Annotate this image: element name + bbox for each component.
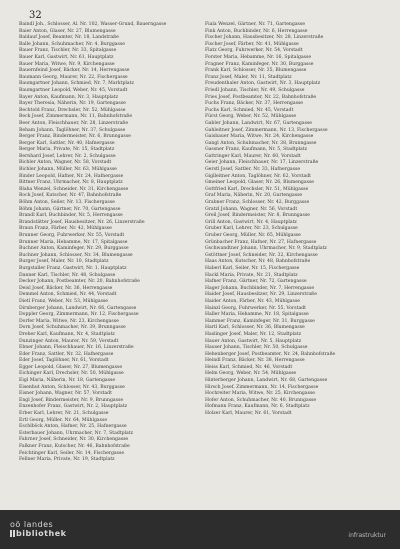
directory-entry: Hackl Maria, Private, Nr. 21, Stadtplatz: [205, 272, 298, 278]
directory-entry: Grabner Franz, Schlosser, Nr. 42, Burggasse: [205, 200, 310, 206]
directory-entry: Haas Anton, Kutscher, Nr. 48, Bahnhofstraße: [205, 259, 311, 265]
directory-entry: Esterbauer Johann, Uhrmacher, Nr. 7, Stadtplatz: [19, 430, 134, 436]
directory-entry: Gahleitner Josef, Zimmermann, Nr. 13, Fischergasse: [205, 127, 328, 133]
directory-entry: Hofer Anton, Schuhmacher, Nr. 40, Brunngasse: [205, 397, 317, 403]
directory-entry: Hager Johann, Buchbinder, Nr. 7, Herrengasse: [205, 285, 315, 291]
directory-entry: Franz Josef, Maler, Nr. 11, Stadtplatz: [205, 74, 292, 80]
directory-entry: Erber Karl, Lehrer, Nr. 21, Schulgasse: [19, 411, 109, 417]
directory-entry: Deisl Josef, Bäcker, Nr. 36, Herrengasse: [19, 285, 113, 291]
directory-entry: Hinterberger Johann, Landwirt, Nr. 68, Gartengasse: [205, 378, 328, 384]
directory-entry: Dreher Karl, Kaufmann, Nr. 4, Stadtplatz: [19, 331, 115, 337]
directory-entry: Baindl Joh., Schlosser, Al. Nr. 102, Wasser-Grund, Bauerngasse: [19, 22, 167, 27]
directory-entry: Böhm Johann, Gärtner, Nr. 70, Gartengasse: [19, 206, 121, 212]
directory-entry: Dirnberger Johann, Landwirt, Nr. 66, Gartengasse: [19, 305, 137, 311]
directory-entry: Hauer Anton, Gastwirt, Nr. 5, Hauptplatz: [205, 338, 302, 344]
directory-entry: Bauer Maria, Witwe, Nr. 9, Kirchengasse: [19, 61, 115, 67]
directory-entry: Gaisbauer Maria, Witwe, Nr. 24, Kirchengasse: [205, 134, 314, 140]
directory-entry: Brunner Georg, Fuhrwerker, Nr. 55, Vorstadt: [19, 233, 125, 238]
directory-entry: Dorn Josef, Schuhmacher, Nr. 39, Brunngasse: [19, 325, 126, 331]
directory-entry: Holzer Karl, Maurer, Nr. 61, Vorstadt: [205, 411, 292, 417]
directory-entry: Brunner Maria, Hebamme, Nr. 17, Spitalgasse: [19, 239, 128, 245]
directory-entry: Geier Johann, Fleischhauer, Nr. 17, Linzerstraße: [205, 160, 319, 166]
directory-entry: Beham Johann, Taglöhner, Nr. 37, Schulgasse: [19, 127, 126, 133]
directory-entry: Heiss Karl, Schmied, Nr. 46, Vorstadt: [205, 364, 293, 370]
directory-entry: Dorfer Maria, Witwe, Nr. 23, Kirchengasse: [19, 318, 119, 324]
directory-entry: Friedl Johann, Tischler, Nr. 49, Schulgasse: [205, 87, 305, 93]
directory-entry: Beer Anton, Fleischhauer, Nr. 28, Linzerstraße: [19, 120, 129, 126]
directory-entry: Buchner Anton, Kaminfeger, Nr. 29, Burggasse: [19, 246, 129, 252]
library-logo: [10, 520, 66, 538]
directory-entry: Haider Anton, Färber, Nr. 43, Mühlgasse: [205, 298, 300, 304]
directory-entry: Eisner Johann, Wagner, Nr. 57, Vorstadt: [19, 391, 112, 397]
directory-entry: Eschlböck Anton, Hafner, Nr. 25, Hafnergasse: [19, 424, 127, 430]
directory-entry: Falkner Franz, Kutscher, Nr. 46, Bahnhofstraße: [19, 444, 130, 449]
directory-entry: Baumgartner Johann, Schmied, Nr. 7, Marktplatz: [19, 81, 134, 87]
directory-entry: Gstöttner Josef, Schneider, Nr. 32, Kirchengasse: [205, 252, 318, 258]
directory-entry: Eisenhut Anton, Schlosser, Nr. 43, Burggasse: [19, 384, 125, 390]
directory-entry: Burgstaller Franz, Gastwirt, Nr. 1, Hauptplatz: [19, 265, 127, 271]
directory-entry: Bayer Anton, Kaufmann, Nr. 3, Hauptplatz: [19, 94, 118, 100]
directory-entry: Eder Josef, Taglöhner, Nr. 61, Vorstadt: [19, 358, 109, 364]
directory-entry: Fiala Wenzel, Gärtner, Nr. 71, Gartengasse: [205, 22, 305, 27]
directory-entry: Demmel Anton, Schmied, Nr. 44, Vorstadt: [19, 292, 117, 298]
directory-entry: Hehenberger Josef, Postbeamter, Nr. 24, Bahnhofstraße: [205, 351, 336, 357]
directory-entry: Hauser Johann, Tischler, Nr. 50, Schulgasse: [205, 345, 308, 351]
directory-entry: Fischer Josef, Färber, Nr. 41, Mühlgasse: [205, 41, 299, 47]
directory-entry: Gschwandtner Johann, Uhrmacher, Nr. 9, Stadtplatz: [205, 246, 327, 252]
logo-line-2-text: bibliothek: [16, 529, 67, 538]
directory-entry: Bauer Franz, Tischler, Nr. 33, Spitalgasse: [19, 48, 117, 54]
directory-entry: Fischer Johann, Hausbesitzer, Nr. 28, Linzerstraße: [205, 35, 324, 41]
directory-entry: Baldauf Josef, Beamter, Nr. 18, Landstraße: [19, 35, 119, 41]
left-column: [19, 22, 197, 464]
directory-entry: Freudenthaler Anton, Gastwirt, Nr. 3, Hauptplatz: [205, 81, 321, 87]
directory-entry: Berger Karl, Sattler, Nr. 40, Hafnergasse: [19, 140, 115, 146]
directory-entry: Fuchs Karl, Schmied, Nr. 45, Vorstadt: [205, 107, 294, 113]
directory-entry: Hochreiter Maria, Witwe, Nr. 25, Kirchengasse: [205, 391, 316, 397]
directory-entry: Bechtold Franz, Drechsler, Nr. 52, Mühlgasse: [19, 107, 126, 113]
directory-entry: Gattringer Karl, Maurer, Nr. 60, Vorstadt: [205, 153, 301, 159]
directory-entry: Decker Johann, Postbeamter, Nr. 20, Bahnhofstraße: [19, 279, 140, 285]
directory-entry: Fürst Georg, Weber, Nr. 52, Mühlgasse: [205, 114, 297, 120]
directory-entry: Burger Josef, Maler, Nr. 10, Stadtplatz: [19, 259, 109, 265]
directory-entry: Böhm Anton, Seiler, Nr. 13, Fischergasse: [19, 200, 115, 206]
directory-entry: Blaha Wenzel, Schneider, Nr. 31, Kirchengasse: [19, 186, 129, 192]
directory-entry: Brandstätter Josef, Hausbesitzer, Nr. 26, Linzerstraße: [19, 219, 145, 225]
directory-entry: Bichler Johann, Müller, Nr. 63, Mühlgasse: [19, 167, 117, 173]
directory-entry: Gmeiner Leopold, Glaser, Nr. 26, Blumengasse: [205, 180, 315, 186]
directory-entry: Haberl Karl, Seiler, Nr. 15, Fischergasse: [205, 265, 300, 271]
directory-entry: Braun Franz, Färber, Nr. 42, Mühlgasse: [19, 226, 112, 232]
directory-entry: Baier Anton, Glaser, Nr. 27, Blumengasse: [19, 28, 116, 34]
viewer-footer: [0, 510, 400, 549]
directory-entry: Feichtinger Karl, Seiler, Nr. 14, Fischergasse: [19, 450, 125, 456]
directory-entry: Hofmann Franz, Kaufmann, Nr. 6, Stadtplatz: [205, 404, 310, 410]
directory-entry: Frank Karl, Schlosser, Nr. 35, Blumengasse: [205, 68, 307, 74]
directory-entry: Gruber Georg, Müller, Nr. 65, Mühlgasse: [205, 233, 301, 238]
logo-line-1: oö landes: [10, 520, 54, 529]
directory-entry: Berger Maria, Private, Nr. 15, Stadtplatz: [19, 147, 115, 153]
directory-entry: Graf Maria, Näherin, Nr. 20, Gartengasse: [205, 193, 303, 199]
directory-entry: Haller Maria, Hebamme, Nr. 18, Spitalgasse: [205, 312, 309, 318]
directory-entry: Hartl Karl, Schlosser, Nr. 36, Blumengasse: [205, 325, 305, 331]
directory-entry: Dunzinger Anton, Maurer, Nr. 59, Vorstadt: [19, 338, 119, 344]
directory-entry: Fink Anton, Buchbinder, Nr. 6, Herrengasse: [205, 28, 308, 34]
directory-entry: Flatz Georg, Fuhrwerker, Nr. 54, Vorstadt: [205, 48, 303, 54]
directory-entry: Hafner Franz, Gärtner, Nr. 72, Gartengasse: [205, 279, 307, 285]
directory-entry: Berger Franz, Bindermeister, Nr. 6, Brunngasse: [19, 134, 131, 140]
directory-entry: Eigl Maria, Näherin, Nr. 18, Gartengasse: [19, 378, 116, 384]
directory-entry: Grill Anton, Gastwirt, Nr. 4, Hauptplatz: [205, 219, 297, 225]
directory-entry: Brandl Karl, Buchbinder, Nr. 5, Herrengasse: [19, 213, 123, 219]
directory-entry: Forster Maria, Hebamme, Nr. 16, Spitalgasse: [205, 54, 312, 60]
directory-entry: Binder Leopold, Hafner, Nr. 24, Hafnergasse: [19, 173, 124, 179]
directory-entry: Fuchs Franz, Bäcker, Nr. 37, Herrengasse: [205, 101, 304, 107]
directory-entry: Eder Franz, Sattler, Nr. 32, Hafnergasse: [19, 351, 114, 357]
directory-entry: Grünbacher Franz, Hafner, Nr. 27, Hafnergasse: [205, 239, 317, 245]
directory-entry: Heindl Franz, Bäcker, Nr. 38, Herrengasse: [205, 358, 305, 364]
directory-entry: Hammer Franz, Kaminfeger, Nr. 31, Burggasse: [205, 318, 315, 324]
directory-entry: Ertl Georg, Müller, Nr. 64, Mühlgasse: [19, 417, 108, 423]
directory-entry: Gruber Karl, Lehrer, Nr. 23, Schulgasse: [205, 226, 298, 232]
directory-entry: Beck Josef, Zimmermann, Nr. 11, Bahnhofstraße: [19, 114, 133, 120]
directory-entry: Gerstl Josef, Sattler, Nr. 33, Hafnergasse: [205, 167, 301, 173]
page-number: 32: [29, 10, 42, 21]
directory-entry: Bayer Theresia, Näherin, Nr. 19, Gartengasse: [19, 101, 126, 107]
directory-entry: Egger Leopold, Glaser, Nr. 27, Blumengasse: [19, 364, 123, 370]
directory-entry: Bernhard Josef, Lehrer, Nr. 2, Schulgasse: [19, 153, 116, 159]
directory-entry: Fahrner Josef, Schneider, Nr. 30, Kirchengasse: [19, 437, 129, 443]
directory-entry: Baumgartner Leopold, Weber, Nr. 45, Vorstadt: [19, 87, 128, 93]
credit-text: infrastruktur: [348, 532, 386, 539]
directory-entry: Fellner Maria, Private, Nr. 19, Stadtplatz: [19, 457, 115, 463]
directory-entry: Doppler Georg, Zimmermann, Nr. 12, Fischergasse: [19, 312, 139, 318]
directory-entry: Balle Johann, Schuhmacher, Nr. 4, Burggasse: [19, 41, 125, 47]
directory-entry: Haider Josef, Hausbesitzer, Nr. 29, Linzerstraße: [205, 292, 317, 298]
directory-entry: Gassner Franz, Kaufmann, Nr. 5, Stadtplatz: [205, 147, 308, 153]
directory-entry: Buchner Johann, Schlosser, Nr. 34, Blumengasse: [19, 252, 133, 258]
directory-entry: Bauer Karl, Gastwirt, Nr. 61, Hauptplatz: [19, 54, 114, 60]
directory-entry: Bock Josef, Kutscher, Nr. 47, Bahnhofstraße: [19, 193, 122, 199]
directory-entry: Hirsch Josef, Zimmermann, Nr. 14, Fischergasse: [205, 384, 319, 390]
directory-entry: Gratzl Johann, Wagner, Nr. 56, Vorstadt: [205, 206, 298, 212]
directory-entry: Danner Karl, Tischler, Nr. 48, Schulgasse: [19, 272, 116, 278]
directory-entry: Bichler Anton, Wagner, Nr. 58, Vorstadt: [19, 160, 112, 166]
directory-entry: Haslinger Josef, Maler, Nr. 12, Stadtplatz: [205, 331, 302, 337]
directory-entry: Hainzl Georg, Fuhrwerker, Nr. 55, Vorstadt: [205, 305, 306, 311]
directory-entry: Gottfried Karl, Drechsler, Nr. 51, Mühlgasse: [205, 186, 309, 192]
directory-entry: Fries Josef, Postbeamter, Nr. 22, Bahnhofstraße: [205, 94, 317, 100]
directory-entry: Giglleitner Anton, Taglöhner, Nr. 62, Vorstadt: [205, 173, 312, 179]
directory-entry: Bauernfeind Josef, Bäcker, Nr. 14, Herrengasse: [19, 68, 130, 74]
directory-entry: Bittner Franz, Uhrmacher, Nr. 8, Hauptplatz: [19, 180, 123, 186]
directory-entry: Greil Josef, Bindermeister, Nr. 8, Brunngasse: [205, 213, 310, 219]
directory-entry: Engl Josef, Bindermeister, Nr. 9, Brunngasse: [19, 397, 124, 403]
directory-entry: Fragner Franz, Kaminfeger, Nr. 30, Burggasse: [205, 61, 314, 67]
directory-entry: Enzenhofer Franz, Gastwirt, Nr. 2, Hauptplatz: [19, 404, 127, 410]
directory-entry: Baumann Georg, Maurer, Nr. 22, Fischergasse: [19, 74, 128, 80]
directory-entry: Dietl Franz, Weber, Nr. 53, Mühlgasse: [19, 298, 109, 304]
directory-entry: Gangl Anton, Schuhmacher, Nr. 38, Brunngasse: [205, 140, 317, 146]
directory-entry: Eichinger Karl, Drechsler, Nr. 50, Mühlgasse: [19, 371, 124, 377]
directory-entry: Ebner Johann, Fleischhauer, Nr. 16, Linzerstraße: [19, 345, 134, 351]
directory-entry: Helm Georg, Weber, Nr. 54, Mühlgasse: [205, 371, 297, 377]
logo-line-2: [10, 529, 66, 538]
directory-entry: Gabler Johann, Landwirt, Nr. 67, Gartengasse: [205, 120, 313, 126]
right-column: [205, 22, 383, 418]
